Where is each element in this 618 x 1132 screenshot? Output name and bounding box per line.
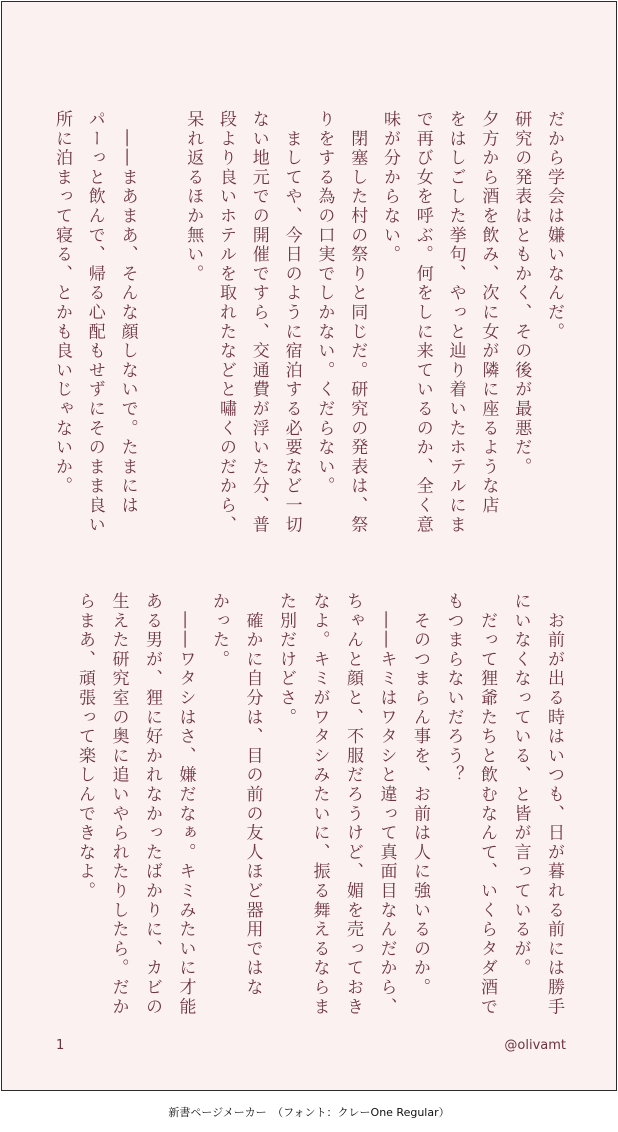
text-column: をはしごした挙句、やっと辿り着いたホテルにま (445, 110, 466, 535)
text-column: だから学会は嫌いなんだ。 (544, 110, 564, 342)
text-column: そのつまらん事を、お前は人に強いるのか。 (410, 592, 430, 998)
text-column: にいなくなっている、と皆が言っているが。 (510, 592, 531, 978)
text-column: ――キミはワタシと違って真面目なんだから、 (376, 592, 397, 1017)
footer-caption: 新書ページメーカー （フォント：クレーOne Regular） (168, 1106, 450, 1119)
text-column: 生えた研究室の奥に追いやられたりしたら。だか (108, 592, 129, 1017)
text-column: 味が分からない。 (380, 110, 400, 265)
text-column: ――まあまあ、そんな顔しないで。たまには (117, 110, 138, 516)
text-column: 所に泊まって寝る、とかも良いじゃないか。 (52, 110, 72, 496)
text-column: 夕方から酒を飲み、次に女が隣に座るような店 (478, 110, 499, 516)
book-page (1, 1, 617, 1091)
page-number: 1 (56, 1038, 65, 1053)
text-column: らまあ、頑張って楽しんできなよ。 (75, 592, 95, 901)
text-column: ――ワタシはさ、嫌だなぁ。キミみたいに才能 (175, 592, 196, 1017)
text-column: で再び女を呼ぶ。何をしに来ているのか、全く意 (412, 110, 433, 535)
text-column: 閉塞した村の祭りと同じだ。研究の発表は、祭 (347, 110, 368, 535)
text-column: かった。 (209, 592, 229, 670)
text-column: りをする為の口実でしかない。くだらない。 (314, 110, 335, 496)
text-column: ちゃんと顔と、不服だろうけど、媚を売っておき (343, 592, 363, 1017)
text-column: ある男が、狸に好かれなかったばかりに、カビの (142, 592, 162, 1017)
text-column: 確かに自分は、目の前の友人ほど器用ではな (242, 592, 263, 998)
author-handle: @olivamt (504, 1038, 566, 1053)
text-column: もつまらないだろう？ (443, 592, 464, 785)
text-column: パーっと飲んで、帰る心配もせずにそのまま良い (84, 110, 105, 535)
text-column: た別だけどさ。 (276, 592, 296, 728)
text-column: だって狸爺たちと飲むなんて、いくらタダ酒で (477, 592, 497, 1017)
text-column: 研究の発表はともかく、その後が最悪だ。 (511, 110, 532, 477)
text-column: 段より良いホテルを取れたなどと嘯くのだから、 (216, 110, 236, 535)
text-column: 呆れ返るほか無い。 (183, 110, 204, 284)
text-column: お前が出る時はいつも、日が暮れる前には勝手 (544, 592, 564, 1017)
text-column: なよ。キミがワタシみたいに、振る舞えるならま (309, 592, 330, 1017)
text-column: ない地元での開催ですら、交通費が浮いた分、普 (248, 110, 269, 535)
text-column: ましてや、今日のように宿泊する必要など一切 (281, 110, 302, 535)
